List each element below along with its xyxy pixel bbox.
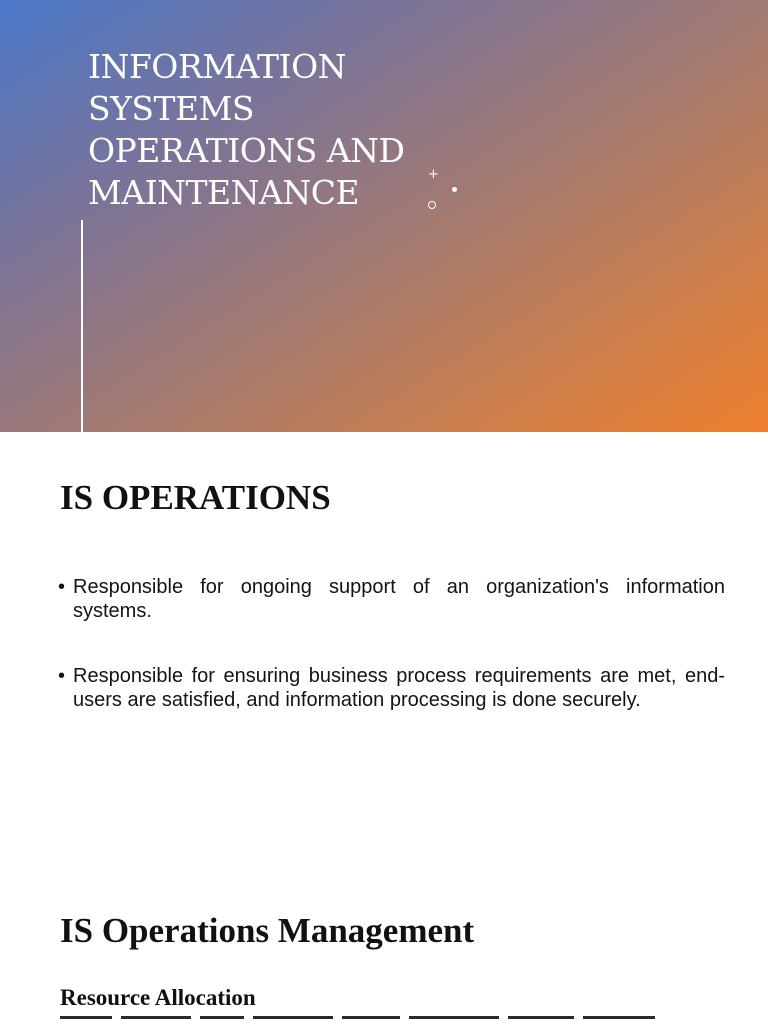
list-item xyxy=(58,664,725,712)
vertical-accent-line xyxy=(81,220,83,432)
management-subtitle: Resource Allocation xyxy=(60,985,256,1010)
management-title: IS Operations Management xyxy=(60,911,475,950)
list-item xyxy=(58,575,725,623)
cover-title-line: INFORMATION xyxy=(88,47,347,86)
cover-title-line: MAINTENANCE xyxy=(88,173,360,212)
bullet-text: Responsible for ongoing support of an organization's information systems. xyxy=(73,576,725,622)
bullet-text: Responsible for ensuring business process requirements are met, end-users are satisfied, and information processing is done securely. xyxy=(73,665,725,711)
cover-title-line: OPERATIONS AND xyxy=(88,131,405,170)
dot-icon xyxy=(452,187,457,192)
cropped-text-line xyxy=(60,1016,700,1024)
operations-title: IS OPERATIONS xyxy=(60,478,331,517)
cover-title-line: SYSTEMS xyxy=(88,89,254,128)
bullet-icon: • xyxy=(58,665,66,687)
operations-slide xyxy=(0,432,768,864)
cover-slide xyxy=(0,0,768,432)
management-slide xyxy=(0,864,768,1024)
plus-icon: + xyxy=(428,167,439,182)
ring-icon xyxy=(428,201,436,209)
bullet-icon: • xyxy=(58,576,66,598)
cover-title xyxy=(88,46,448,214)
